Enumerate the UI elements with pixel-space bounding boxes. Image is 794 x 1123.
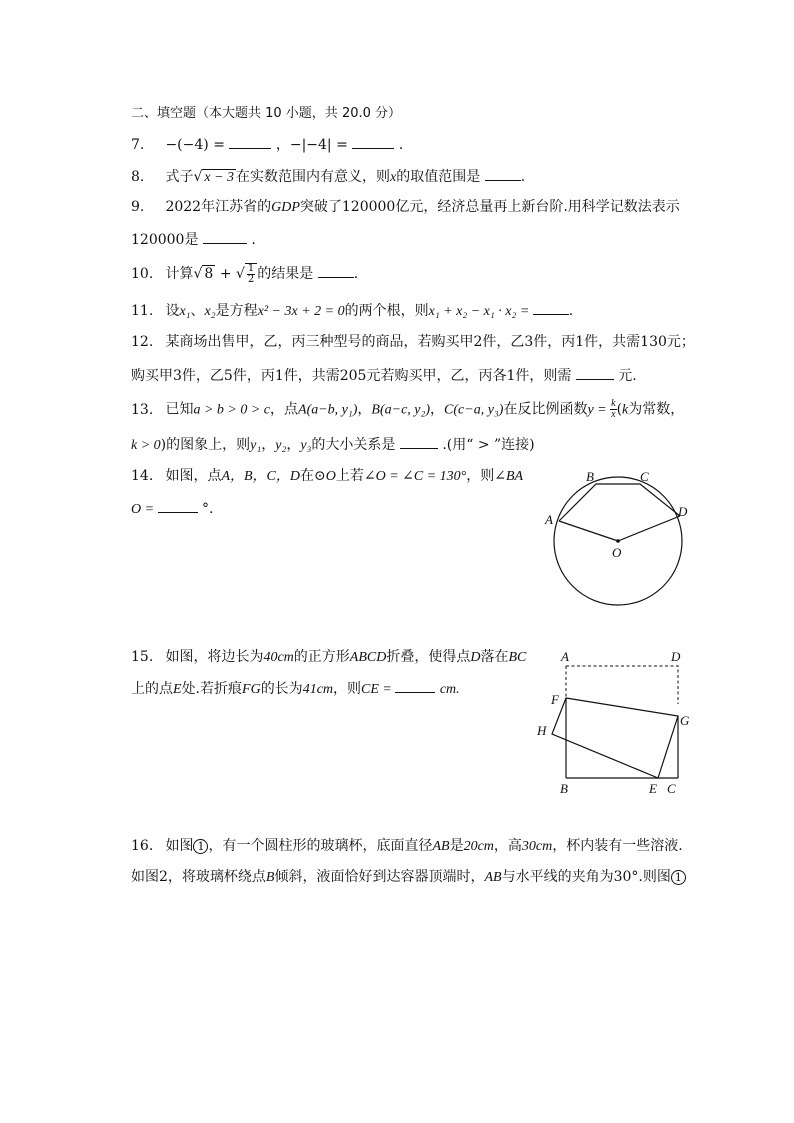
- answer-blank[interactable]: [352, 134, 394, 149]
- folded-flap: [552, 698, 678, 778]
- answer-blank[interactable]: [576, 365, 614, 380]
- question-15: 15. 如图，将边长为40cm的正方形ABCD折叠，使得点D落在BC: [131, 649, 527, 665]
- radius-ao: [559, 521, 618, 541]
- label-g: G: [680, 713, 690, 728]
- radius-do: [618, 516, 680, 541]
- question-number: 7.: [131, 137, 145, 153]
- question-8: 8. 式子√ x − 3 在实数范围内有意义，则x的取值范围是 .: [131, 166, 525, 188]
- label-b: B: [560, 781, 568, 796]
- label-d: D: [678, 504, 688, 519]
- label-b: B: [586, 469, 594, 484]
- answer-blank[interactable]: [158, 498, 198, 513]
- answer-blank[interactable]: [400, 434, 438, 449]
- question-12: 12. 某商场出售甲，乙，丙三种型号的商品，若购买甲2件，乙3件，丙1件，共需130元；: [131, 334, 695, 350]
- question-14: 14. 如图，点A，B，C，D在⊙O上若∠O = ∠C = 130°，则∠BA: [131, 468, 524, 484]
- question-7: 7. −(−4) = ，−|−4| = .: [131, 134, 403, 155]
- answer-blank[interactable]: [533, 300, 569, 315]
- label-h: H: [537, 723, 547, 738]
- label-o: O: [612, 545, 622, 560]
- question-14-line2: O = °.: [131, 498, 213, 520]
- question-11: 11. 设x₁、x₂是方程x² − 3x + 2 = 0的两个根，则x₁ + x₂ − x₁ · x₂ = .: [131, 300, 573, 322]
- question-13: 13. 已知a > b > 0 > c，点A(a−b, y₁)，B(a−c, y₂)，C(c−a, y₃)在反比例函数y = $\frac{k}{x}$ (k为常数，: [131, 398, 685, 420]
- answer-blank[interactable]: [203, 229, 247, 244]
- question-9-line2: 120000是 .: [131, 229, 256, 250]
- label-a: A: [545, 512, 553, 527]
- question-9: 9. 2022年江苏省的GDP突破了120000亿元，经济总量再上新台阶.用科学记数法表示: [131, 199, 680, 215]
- center-point: [616, 539, 620, 543]
- answer-blank[interactable]: [485, 166, 521, 181]
- question-12-line2: 购买甲3件，乙5件，丙1件，共需205元若购买甲，乙，丙各1件，则需 元.: [131, 365, 637, 386]
- section-header: 二、填空题（本大题共 10 小题，共 20.0 分）: [131, 106, 402, 121]
- dashed-top-edge: [566, 666, 678, 704]
- question-15-line2: 上的点E处.若折痕FG的长为41cm，则CE = cm.: [131, 678, 460, 700]
- label-c: C: [640, 469, 649, 484]
- label-a: A: [561, 649, 569, 664]
- label-e: E: [649, 781, 657, 796]
- label-d: D: [671, 649, 681, 664]
- chord-polyline: [559, 484, 680, 521]
- answer-blank[interactable]: [395, 678, 435, 693]
- label-c: C: [667, 781, 676, 796]
- figure-14-circle-diagram: [540, 466, 690, 611]
- question-16: 16. 如图 1 ，有一个圆柱形的玻璃杯，底面直径AB是20cm，高30cm，杯内装有一些溶液.: [131, 838, 683, 854]
- answer-blank[interactable]: [229, 134, 271, 149]
- answer-blank[interactable]: [318, 263, 354, 278]
- question-16-line2: 如图2，将玻璃杯绕点B倾斜，液面恰好到达容器顶端时，AB与水平线的夹角为30°.则图 1: [131, 867, 686, 888]
- label-f: F: [551, 692, 559, 707]
- question-13-line2: k > 0)的图象上，则y₁，y₂，y₃的大小关系是 .(用“ > ”连接): [131, 434, 535, 456]
- figure-15-fold-diagram: [530, 648, 700, 798]
- question-10: 10. 计算√ 8 + √ $\frac{1}{2}$ 的结果是 .: [131, 263, 359, 285]
